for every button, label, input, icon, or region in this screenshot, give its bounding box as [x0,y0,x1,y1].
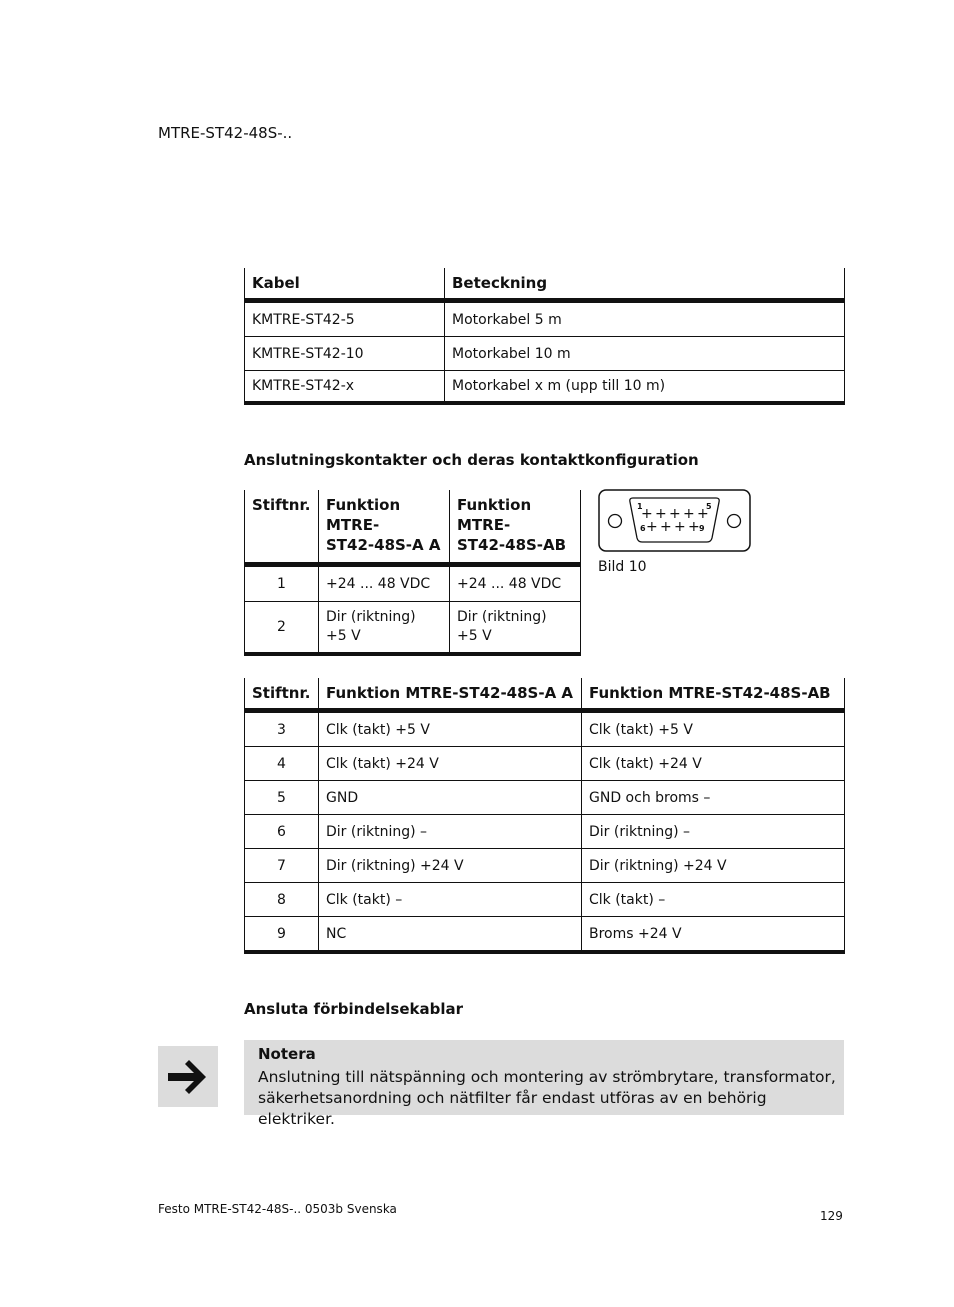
table-header-row [245,268,845,301]
pin-mark: + [697,506,709,522]
cell-kabel: KMTRE-ST42-10 [245,337,445,371]
cell-kabel: KMTRE-ST42-x [245,371,445,404]
footer-document-id: Festo MTRE-ST42-48S-.. 0503b Svenska [158,1202,397,1216]
cell-pin: 7 [245,849,319,883]
table-header-row [245,490,581,565]
cell-funktion-aa: NC [319,917,582,953]
pin-mark: + [683,506,695,522]
table-header-row [245,678,845,711]
section-title-cables: Ansluta förbindelsekablar [244,1000,463,1018]
cell-line: +5 V [457,628,492,644]
cell-funktion-aa: Clk (takt) – [319,883,582,917]
column-header-funktion-ab [450,490,581,565]
cell-line: +5 V [326,628,361,644]
cell-pin: 9 [245,917,319,953]
cell-funktion-aa: GND [319,781,582,815]
cell-funktion-ab: Dir (riktning) +24 V [582,849,845,883]
section-title-connectors: Anslutningskontakter och deras kontaktkonfiguration [244,451,699,469]
pin-mark: + [655,506,667,522]
table-row [245,849,845,883]
cell-pin: 3 [245,711,319,747]
cell-pin: 2 [245,602,319,655]
header-line: Funktion [457,496,532,514]
cell-pin: 4 [245,747,319,781]
cell-funktion-ab: Clk (takt) – [582,883,845,917]
table-row [245,883,845,917]
column-header-kabel: Kabel [245,268,445,301]
cell-funktion-aa: Dir (riktning) +24 V [319,849,582,883]
cell-funktion-ab: +24 ... 48 VDC [450,565,581,602]
note-icon-box [158,1046,218,1107]
note-title: Notera [258,1045,316,1063]
header-line: MTRE- [457,516,511,534]
cell-funktion-aa: Clk (takt) +24 V [319,747,582,781]
pin-mark: + [641,506,653,522]
table-row [245,337,845,371]
cell-beteckning: Motorkabel 10 m [445,337,845,371]
cell-beteckning: Motorkabel 5 m [445,301,845,337]
cell-funktion-ab: Dir (riktning) – [582,815,845,849]
cell-pin: 1 [245,565,319,602]
table-row [245,747,845,781]
table-row [245,301,845,337]
pin-table-3-9 [244,678,845,954]
pin-table-1-2 [244,490,581,656]
cell-funktion-aa: +24 ... 48 VDC [319,565,450,602]
cell-funktion-ab: Clk (takt) +5 V [582,711,845,747]
cell-line: Dir (riktning) [457,609,547,625]
column-header-stiftnr: Stiftnr. [245,490,319,565]
pin-label-5: 5 [706,502,712,511]
header-line: Funktion [326,496,401,514]
column-header-funktion-aa: Funktion MTRE-ST42-48S-A A [319,678,582,711]
header-line: ST42-48S-AB [457,536,567,554]
cell-pin: 5 [245,781,319,815]
column-header-beteckning: Beteckning [445,268,845,301]
cell-funktion-ab: GND och broms – [582,781,845,815]
header-line: ST42-48S-A A [326,536,441,554]
table-row [245,602,581,655]
cell-beteckning: Motorkabel x m (upp till 10 m) [445,371,845,404]
table-row [245,781,845,815]
table-row [245,815,845,849]
cell-funktion-ab: Broms +24 V [582,917,845,953]
table-row [245,565,581,602]
table-row [245,371,845,404]
cell-funktion-ab: Clk (takt) +24 V [582,747,845,781]
cell-funktion-aa: Clk (takt) +5 V [319,711,582,747]
table-row [245,711,845,747]
arrow-right-icon [166,1059,210,1095]
pin-mark: + [646,519,658,535]
note-box [244,1040,844,1128]
column-header-funktion-aa [319,490,450,565]
dsub9-connector-figure [598,489,751,552]
pin-label-6: 6 [640,524,646,533]
pin-label-1: 1 [637,502,643,511]
pin-label-9: 9 [699,524,705,533]
column-header-funktion-ab: Funktion MTRE-ST42-48S-AB [582,678,845,711]
header-line: MTRE- [326,516,380,534]
figure-caption: Bild 10 [598,559,647,575]
pin-mark: + [660,519,672,535]
column-header-stiftnr: Stiftnr. [245,678,319,711]
cable-table [244,268,845,405]
document-header: MTRE-ST42-48S-.. [158,124,293,142]
cell-funktion-aa [319,602,450,655]
table-row [245,917,845,953]
cell-pin: 6 [245,815,319,849]
pin-mark: + [669,506,681,522]
pin-mark: + [674,519,686,535]
cell-pin: 8 [245,883,319,917]
note-text: Anslutning till nätspänning och montering av strömbrytare, transformator, säkerhetsanordning och nätfilter får endast utföras av en behörig elektriker. [258,1068,836,1128]
page-number: 129 [820,1209,843,1223]
cell-funktion-ab [450,602,581,655]
pin-mark: + [688,519,700,535]
cell-funktion-aa: Dir (riktning) – [319,815,582,849]
cell-line: Dir (riktning) [326,609,416,625]
cell-kabel: KMTRE-ST42-5 [245,301,445,337]
